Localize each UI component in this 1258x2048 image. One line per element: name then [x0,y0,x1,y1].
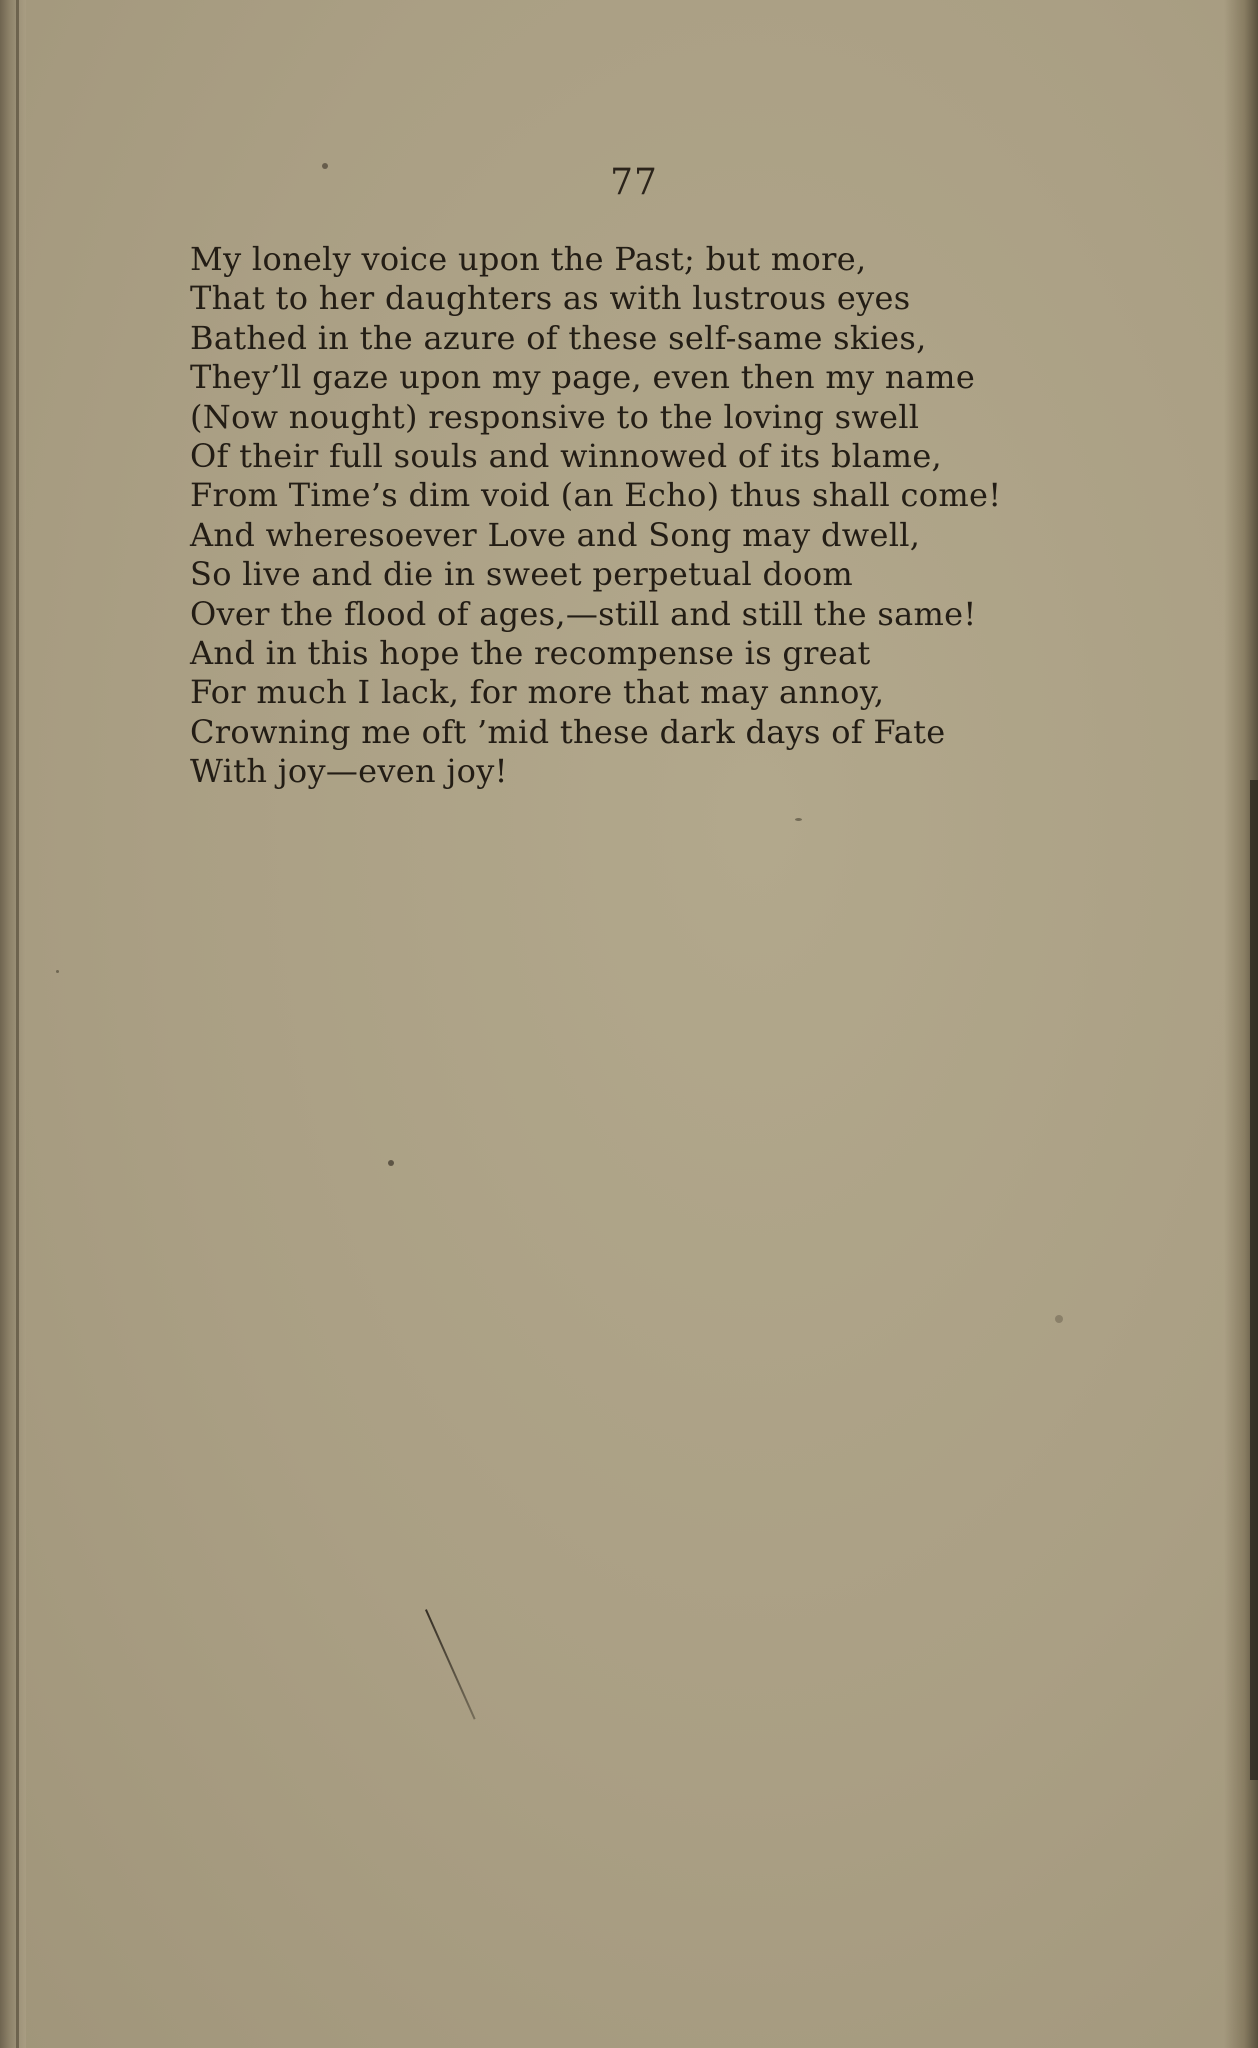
poem-line: Bathed in the azure of these self-same skies, [190,318,927,357]
poem-line: And wheresoever Love and Song may dwell, [190,515,921,554]
poem-line: For much I lack, for more that may annoy, [190,673,885,712]
paper-scratch [425,1609,476,1719]
poem-line: My lonely voice upon the Past; but more, [190,240,867,278]
poem-text [190,240,1050,791]
poem-line: Crowning me oft ’mid these dark days of Fate [190,712,946,751]
paper-speck [322,163,328,169]
poem-line: Over the flood of ages,—still and still the same! [190,594,977,633]
binding-gutter [0,0,26,2048]
poem-line: That to her daughters as with lustrous eyes [190,279,911,318]
paper-speck [56,970,59,973]
paper-speck [795,818,802,821]
poem-line: (Now nought) responsive to the loving swell [190,397,920,436]
poem-line: So live and die in sweet perpetual doom [190,555,854,594]
poem-line: With joy—even joy! [190,752,508,791]
page-number: 77 [610,162,658,203]
paper-speck [1055,1315,1063,1323]
poem-line: Of their full souls and winnowed of its blame, [190,436,943,475]
binding-line [16,0,19,2048]
poem-line: And in this hope the recompense is great [190,633,871,672]
poem-line: They’ll gaze upon my page, even then my name [190,358,976,397]
paper-speck [388,1160,394,1166]
poem-line: From Time’s dim void (an Echo) thus shall come! [190,476,1002,515]
page-edge-dark [1250,780,1258,1780]
